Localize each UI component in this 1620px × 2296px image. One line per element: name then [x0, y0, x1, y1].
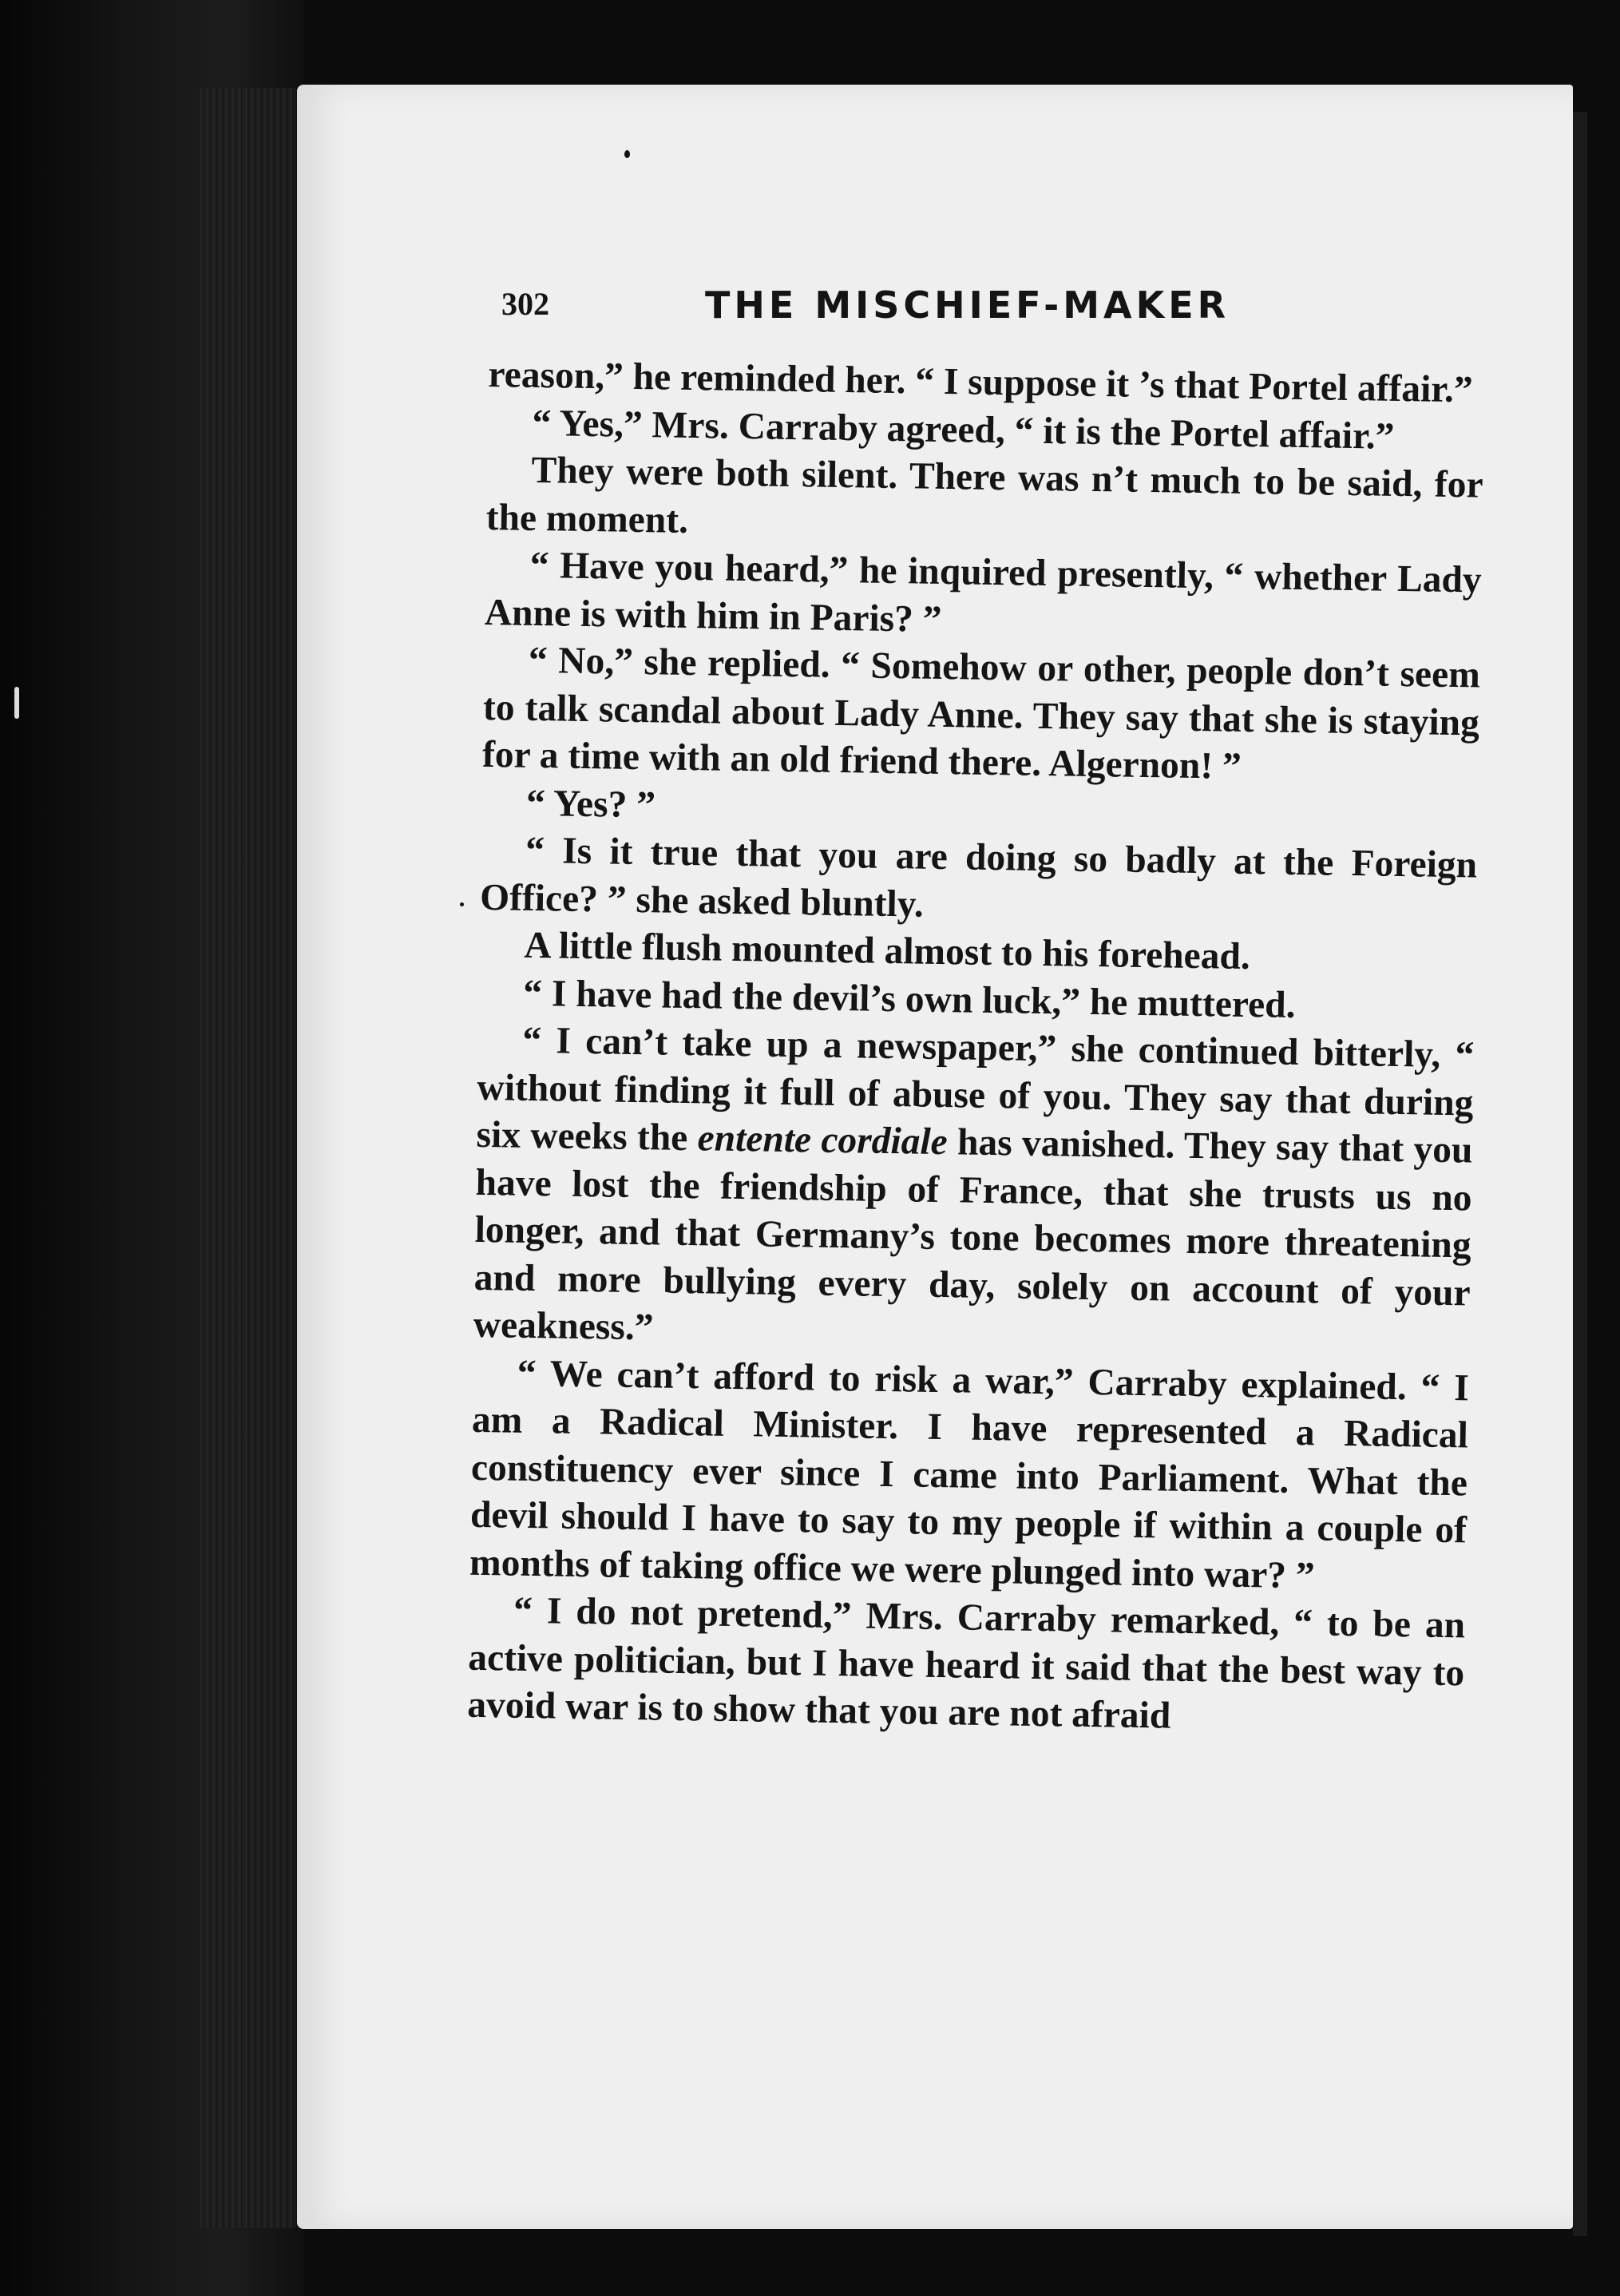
paragraph: “ We can’t afford to risk a war,” Carraby explained. “ I am a Radical Minister. I have represented a Radical constituency ever since I came into Parliament. What the devil should I have to say to my people if within a couple of months of taking office we were plunged into war? ”	[469, 1352, 1470, 1596]
paragraph: “ Have you heard,” he inquired presently, “ whether Lady Anne is with him in Paris? ”	[484, 544, 1483, 640]
scan-speck	[624, 150, 630, 158]
page-number: 302	[501, 286, 549, 322]
book-spine-edge	[200, 88, 295, 2228]
paragraph	[473, 1017, 1474, 1365]
paragraph: reason,” he reminded her. “ I suppose it ’s that Portel affair.”	[488, 353, 1474, 411]
paragraph: They were both silent. There was n’t much to be said, for the moment.	[485, 449, 1483, 541]
body-text	[467, 351, 1485, 1745]
paragraph: “ I do not pretend,” Mrs. Carraby remarked, “ to be an active politician, but I have heard it said that the best way to avoid war is to show that you are not afraid	[466, 1589, 1466, 1737]
paragraph-text: has vanished. They say that you have lost the friendship of France, that she trusts us no longer, and that Germany’s tone becomes more threatening and more bullying every day, solely on account of your weakness.”	[473, 1121, 1473, 1349]
page-right-shadow	[1573, 112, 1587, 2236]
paragraph: A little flush mounted almost to his forehead.	[523, 924, 1251, 978]
running-head	[501, 284, 1316, 331]
paragraph: “ No,” she replied. “ Somehow or other, people don’t seem to talk scandal about Lady Anne. They say that she is staying for a time with an old friend there. Algernon! ”	[481, 639, 1481, 787]
paragraph-text: “ I can’t take up a newspaper,” she continued bitterly, “ without finding it full of abuse of you. They say that during six weeks the	[476, 1019, 1475, 1160]
scan-speck	[460, 902, 464, 906]
running-title: THE MISCHIEF-MAKER	[705, 284, 1230, 327]
paragraph: “ Yes? ”	[525, 782, 656, 826]
paragraph: “ I have had the devil’s own luck,” he muttered.	[522, 972, 1296, 1026]
paragraph: “ Yes,” Mrs. Carraby agreed, “ it is the Portel affair.”	[532, 402, 1395, 458]
italic-phrase: entente cordiale	[697, 1117, 949, 1164]
paragraph: “ Is it true that you are doing so badly at the Foreign Office? ” she asked bluntly.	[479, 829, 1478, 926]
scan-speck	[14, 687, 19, 719]
